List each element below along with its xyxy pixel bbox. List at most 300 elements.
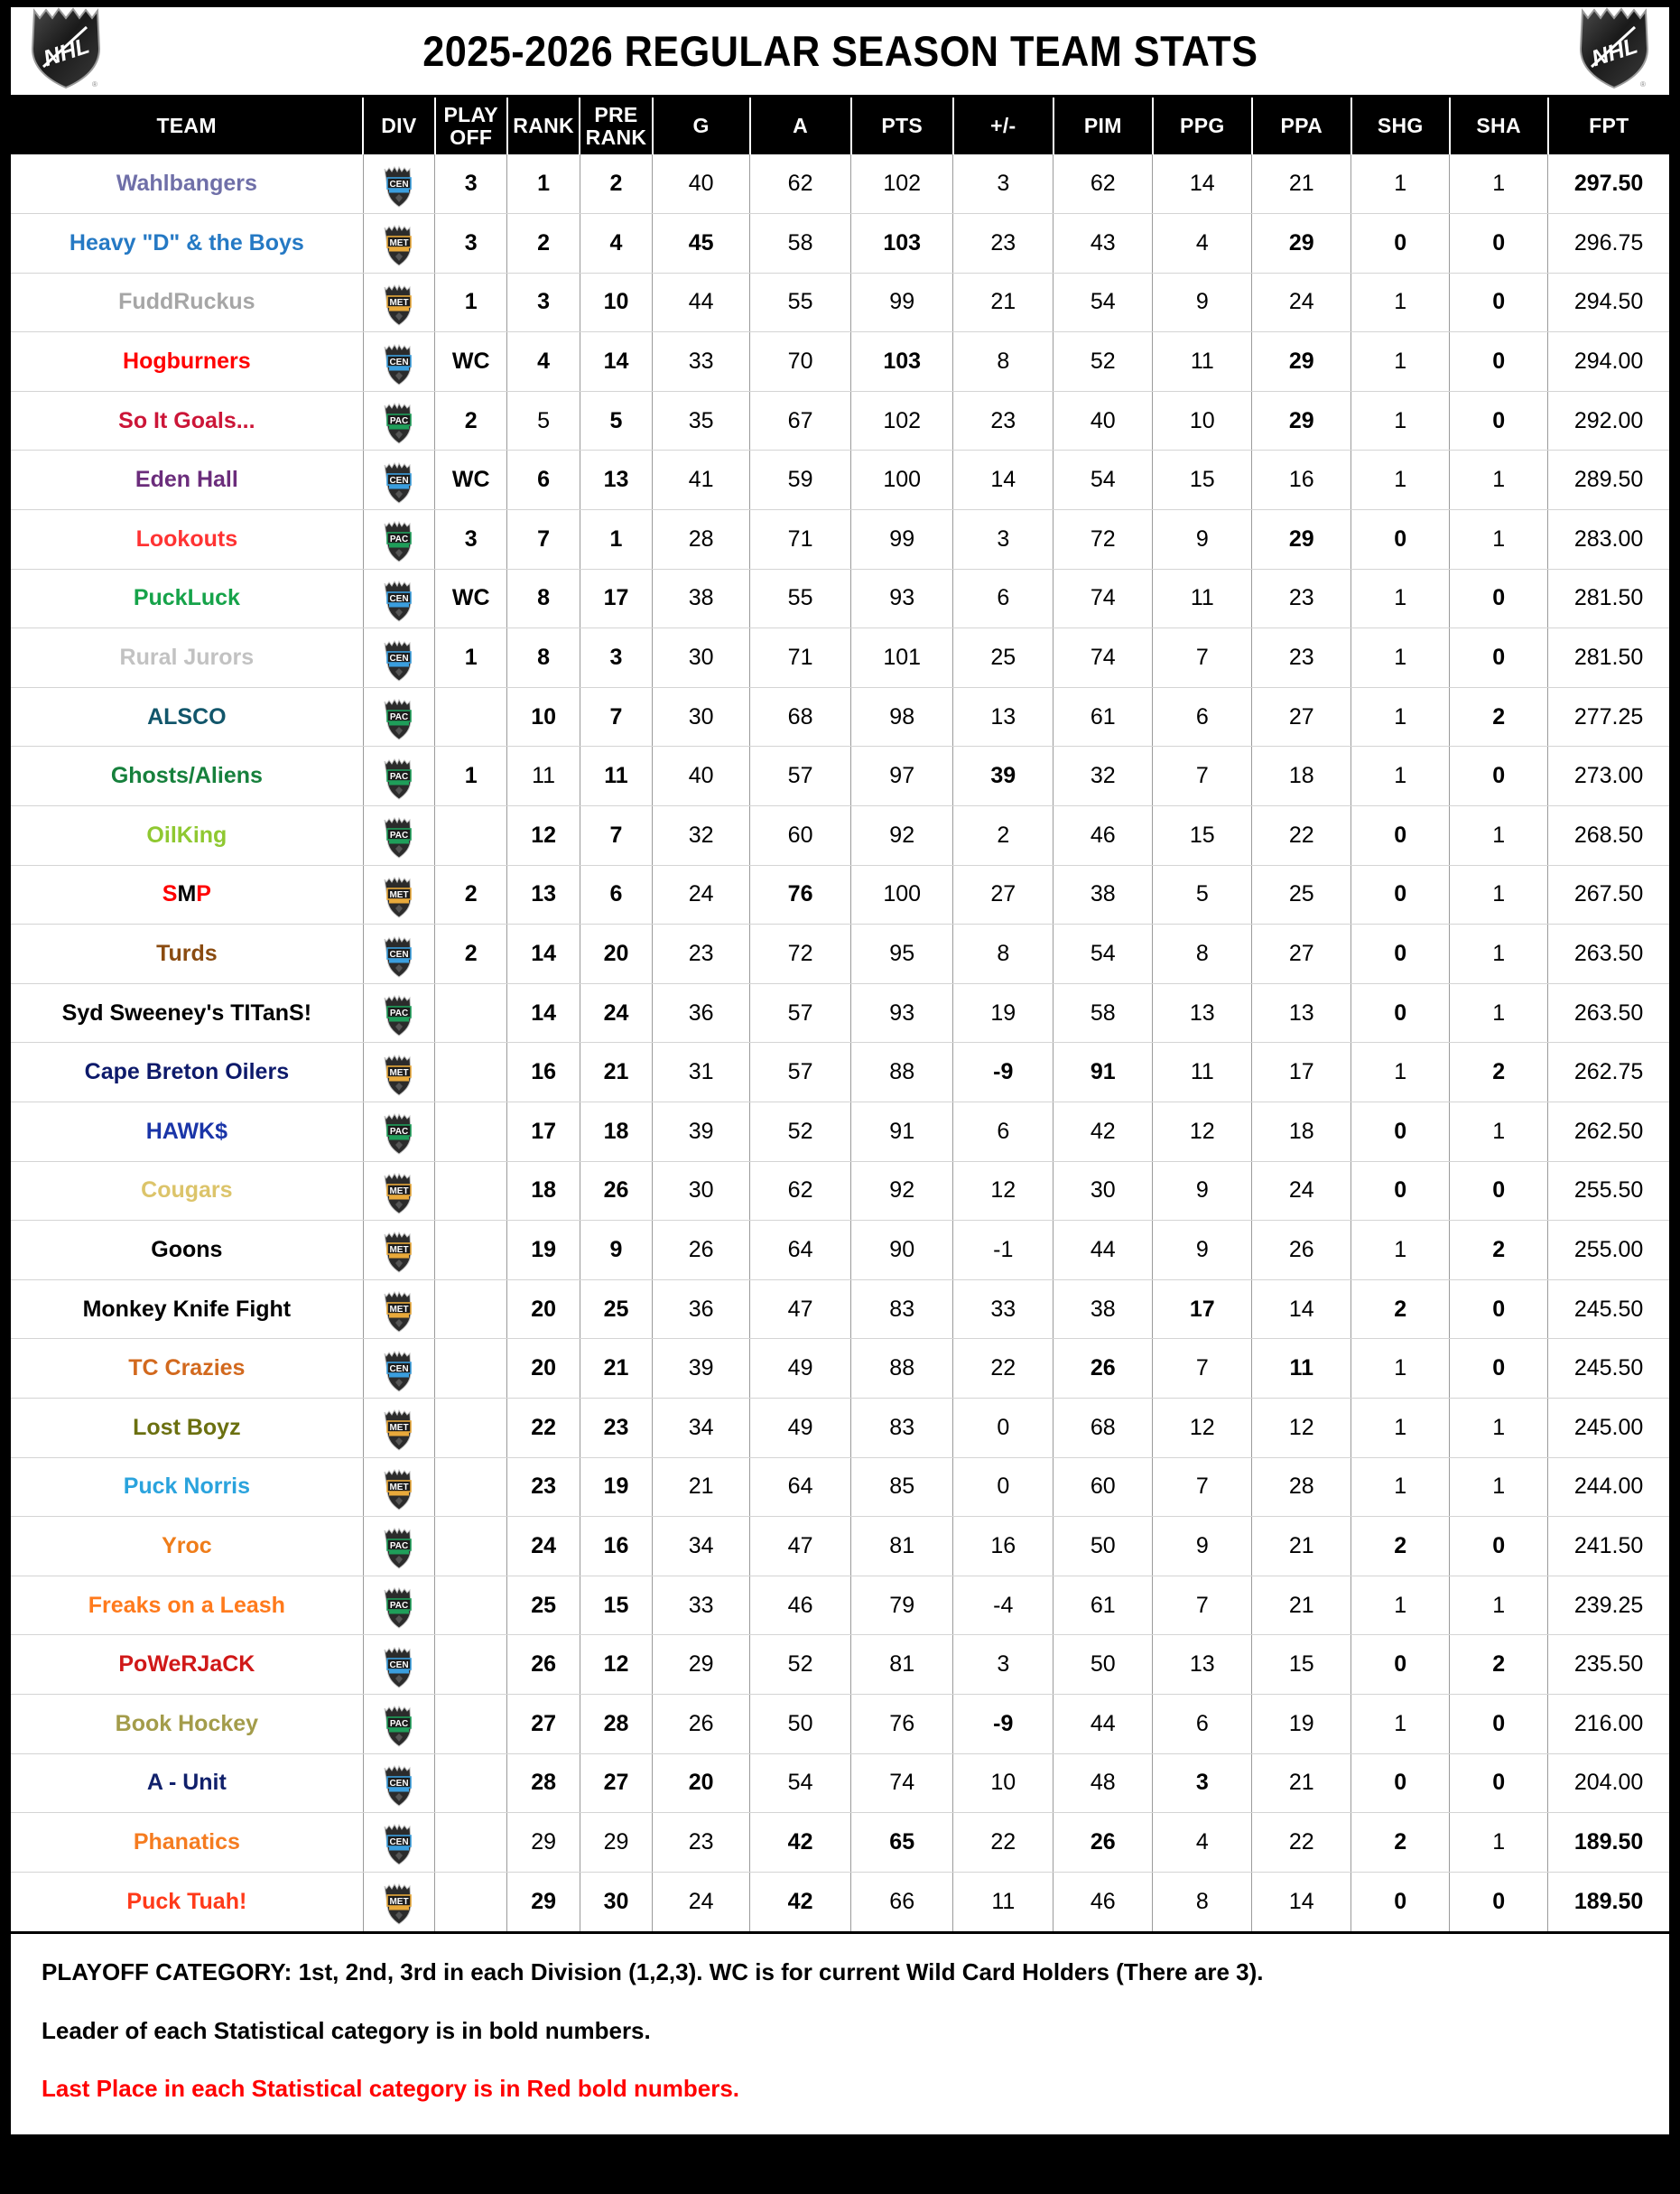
assists-cell[interactable]: 52 <box>750 1102 851 1162</box>
goals-cell[interactable]: 30 <box>653 628 750 688</box>
goals-cell[interactable]: 34 <box>653 1517 750 1576</box>
shg-cell[interactable]: 1 <box>1351 1221 1450 1280</box>
fpt-cell[interactable]: 204.00 <box>1548 1753 1669 1813</box>
shg-cell[interactable]: 1 <box>1351 1457 1450 1517</box>
pre-rank-cell[interactable]: 28 <box>580 1694 652 1753</box>
ppa-cell[interactable]: 24 <box>1252 273 1351 332</box>
points-cell[interactable]: 93 <box>851 569 953 628</box>
shg-cell[interactable]: 2 <box>1351 1517 1450 1576</box>
playoff-cell[interactable] <box>435 1043 507 1102</box>
division-cell[interactable] <box>363 747 434 806</box>
fpt-cell[interactable]: 277.25 <box>1548 687 1669 747</box>
plus-minus-cell[interactable]: 6 <box>953 1102 1053 1162</box>
column-header-pre-rank[interactable] <box>580 98 652 154</box>
rank-cell[interactable]: 16 <box>507 1043 580 1102</box>
points-cell[interactable]: 88 <box>851 1043 953 1102</box>
shg-cell[interactable]: 2 <box>1351 1279 1450 1339</box>
column-header-playoff[interactable] <box>435 98 507 154</box>
division-cell[interactable] <box>363 510 434 570</box>
shg-cell[interactable]: 0 <box>1351 1635 1450 1695</box>
sha-cell[interactable]: 0 <box>1450 747 1548 806</box>
ppg-cell[interactable]: 11 <box>1153 332 1252 392</box>
ppg-cell[interactable]: 8 <box>1153 1872 1252 1931</box>
ppg-cell[interactable]: 11 <box>1153 1043 1252 1102</box>
ppg-cell[interactable]: 12 <box>1153 1102 1252 1162</box>
goals-cell[interactable]: 40 <box>653 154 750 214</box>
pim-cell[interactable]: 62 <box>1053 154 1153 214</box>
pre-rank-cell[interactable]: 5 <box>580 391 652 451</box>
assists-cell[interactable]: 58 <box>750 214 851 274</box>
goals-cell[interactable]: 30 <box>653 1161 750 1221</box>
plus-minus-cell[interactable]: 3 <box>953 1635 1053 1695</box>
plus-minus-cell[interactable]: 39 <box>953 747 1053 806</box>
plus-minus-cell[interactable]: 16 <box>953 1517 1053 1576</box>
pim-cell[interactable]: 91 <box>1053 1043 1153 1102</box>
table-row[interactable] <box>11 1635 1669 1695</box>
points-cell[interactable]: 65 <box>851 1813 953 1873</box>
plus-minus-cell[interactable]: 33 <box>953 1279 1053 1339</box>
pim-cell[interactable]: 44 <box>1053 1221 1153 1280</box>
playoff-cell[interactable] <box>435 687 507 747</box>
playoff-cell[interactable] <box>435 1872 507 1931</box>
plus-minus-cell[interactable]: 22 <box>953 1339 1053 1399</box>
plus-minus-cell[interactable]: -1 <box>953 1221 1053 1280</box>
playoff-cell[interactable] <box>435 1279 507 1339</box>
sha-cell[interactable]: 2 <box>1450 687 1548 747</box>
plus-minus-cell[interactable]: 0 <box>953 1398 1053 1457</box>
division-cell[interactable] <box>363 1339 434 1399</box>
shg-cell[interactable]: 0 <box>1351 214 1450 274</box>
division-cell[interactable] <box>363 1694 434 1753</box>
fpt-cell[interactable]: 235.50 <box>1548 1635 1669 1695</box>
team-name-cell[interactable] <box>11 687 363 747</box>
division-cell[interactable] <box>363 451 434 510</box>
pim-cell[interactable]: 72 <box>1053 510 1153 570</box>
team-name-cell[interactable] <box>11 1043 363 1102</box>
shg-cell[interactable]: 1 <box>1351 1576 1450 1635</box>
team-name-cell[interactable] <box>11 1221 363 1280</box>
team-name-cell[interactable] <box>11 154 363 214</box>
sha-cell[interactable]: 0 <box>1450 1872 1548 1931</box>
rank-cell[interactable]: 5 <box>507 391 580 451</box>
pim-cell[interactable]: 38 <box>1053 1279 1153 1339</box>
team-name-cell[interactable] <box>11 1576 363 1635</box>
team-name-cell[interactable] <box>11 1457 363 1517</box>
assists-cell[interactable]: 57 <box>750 747 851 806</box>
pre-rank-cell[interactable]: 7 <box>580 687 652 747</box>
ppa-cell[interactable]: 14 <box>1252 1872 1351 1931</box>
division-cell[interactable] <box>363 1043 434 1102</box>
column-header-shg[interactable]: SHG <box>1351 98 1450 154</box>
division-cell[interactable] <box>363 332 434 392</box>
playoff-cell[interactable]: 3 <box>435 214 507 274</box>
shg-cell[interactable]: 0 <box>1351 1872 1450 1931</box>
rank-cell[interactable]: 20 <box>507 1339 580 1399</box>
pre-rank-cell[interactable]: 27 <box>580 1753 652 1813</box>
pre-rank-cell[interactable]: 16 <box>580 1517 652 1576</box>
playoff-cell[interactable]: WC <box>435 569 507 628</box>
division-cell[interactable] <box>363 687 434 747</box>
playoff-cell[interactable]: 3 <box>435 154 507 214</box>
pim-cell[interactable]: 74 <box>1053 628 1153 688</box>
ppg-cell[interactable]: 6 <box>1153 1694 1252 1753</box>
table-row[interactable] <box>11 1517 1669 1576</box>
playoff-cell[interactable] <box>435 1398 507 1457</box>
playoff-cell[interactable]: 3 <box>435 510 507 570</box>
points-cell[interactable]: 90 <box>851 1221 953 1280</box>
assists-cell[interactable]: 55 <box>750 273 851 332</box>
pre-rank-cell[interactable]: 2 <box>580 154 652 214</box>
shg-cell[interactable]: 1 <box>1351 747 1450 806</box>
team-name-cell[interactable] <box>11 569 363 628</box>
pim-cell[interactable]: 58 <box>1053 983 1153 1043</box>
ppa-cell[interactable]: 23 <box>1252 569 1351 628</box>
sha-cell[interactable]: 1 <box>1450 865 1548 925</box>
fpt-cell[interactable]: 281.50 <box>1548 569 1669 628</box>
goals-cell[interactable]: 45 <box>653 214 750 274</box>
goals-cell[interactable]: 40 <box>653 747 750 806</box>
rank-cell[interactable]: 10 <box>507 687 580 747</box>
column-header-pim[interactable]: PIM <box>1053 98 1153 154</box>
goals-cell[interactable]: 21 <box>653 1457 750 1517</box>
rank-cell[interactable]: 11 <box>507 747 580 806</box>
fpt-cell[interactable]: 239.25 <box>1548 1576 1669 1635</box>
sha-cell[interactable]: 1 <box>1450 1398 1548 1457</box>
shg-cell[interactable]: 0 <box>1351 1161 1450 1221</box>
goals-cell[interactable]: 36 <box>653 983 750 1043</box>
division-cell[interactable] <box>363 1398 434 1457</box>
assists-cell[interactable]: 57 <box>750 1043 851 1102</box>
goals-cell[interactable]: 24 <box>653 865 750 925</box>
points-cell[interactable]: 102 <box>851 391 953 451</box>
sha-cell[interactable]: 0 <box>1450 1694 1548 1753</box>
pre-rank-cell[interactable]: 17 <box>580 569 652 628</box>
assists-cell[interactable]: 59 <box>750 451 851 510</box>
sha-cell[interactable]: 0 <box>1450 1161 1548 1221</box>
ppa-cell[interactable]: 15 <box>1252 1635 1351 1695</box>
goals-cell[interactable]: 30 <box>653 687 750 747</box>
ppg-cell[interactable]: 9 <box>1153 273 1252 332</box>
assists-cell[interactable]: 64 <box>750 1457 851 1517</box>
pre-rank-cell[interactable]: 20 <box>580 925 652 984</box>
fpt-cell[interactable]: 245.00 <box>1548 1398 1669 1457</box>
table-row[interactable] <box>11 1339 1669 1399</box>
pre-rank-cell[interactable]: 29 <box>580 1813 652 1873</box>
rank-cell[interactable]: 23 <box>507 1457 580 1517</box>
playoff-cell[interactable]: 2 <box>435 925 507 984</box>
ppg-cell[interactable]: 15 <box>1153 806 1252 866</box>
shg-cell[interactable]: 0 <box>1351 925 1450 984</box>
ppa-cell[interactable]: 17 <box>1252 1043 1351 1102</box>
assists-cell[interactable]: 46 <box>750 1576 851 1635</box>
pre-rank-cell[interactable]: 15 <box>580 1576 652 1635</box>
ppg-cell[interactable]: 9 <box>1153 510 1252 570</box>
pre-rank-cell[interactable]: 12 <box>580 1635 652 1695</box>
pre-rank-cell[interactable]: 30 <box>580 1872 652 1931</box>
pre-rank-cell[interactable]: 3 <box>580 628 652 688</box>
plus-minus-cell[interactable]: 23 <box>953 391 1053 451</box>
goals-cell[interactable]: 20 <box>653 1753 750 1813</box>
playoff-cell[interactable]: WC <box>435 451 507 510</box>
points-cell[interactable]: 103 <box>851 214 953 274</box>
team-name-cell[interactable] <box>11 1517 363 1576</box>
fpt-cell[interactable]: 262.75 <box>1548 1043 1669 1102</box>
table-row[interactable] <box>11 391 1669 451</box>
ppa-cell[interactable]: 23 <box>1252 628 1351 688</box>
assists-cell[interactable]: 71 <box>750 510 851 570</box>
division-cell[interactable] <box>363 569 434 628</box>
ppg-cell[interactable]: 9 <box>1153 1517 1252 1576</box>
shg-cell[interactable]: 1 <box>1351 1339 1450 1399</box>
rank-cell[interactable]: 4 <box>507 332 580 392</box>
rank-cell[interactable]: 3 <box>507 273 580 332</box>
points-cell[interactable]: 74 <box>851 1753 953 1813</box>
sha-cell[interactable]: 1 <box>1450 1813 1548 1873</box>
assists-cell[interactable]: 50 <box>750 1694 851 1753</box>
ppa-cell[interactable]: 18 <box>1252 1102 1351 1162</box>
goals-cell[interactable]: 39 <box>653 1339 750 1399</box>
shg-cell[interactable]: 1 <box>1351 1043 1450 1102</box>
points-cell[interactable]: 97 <box>851 747 953 806</box>
assists-cell[interactable]: 47 <box>750 1517 851 1576</box>
table-row[interactable] <box>11 1221 1669 1280</box>
fpt-cell[interactable]: 294.50 <box>1548 273 1669 332</box>
goals-cell[interactable]: 34 <box>653 1398 750 1457</box>
pre-rank-cell[interactable]: 21 <box>580 1043 652 1102</box>
points-cell[interactable]: 83 <box>851 1398 953 1457</box>
plus-minus-cell[interactable]: 0 <box>953 1457 1053 1517</box>
assists-cell[interactable]: 68 <box>750 687 851 747</box>
plus-minus-cell[interactable]: 2 <box>953 806 1053 866</box>
ppg-cell[interactable]: 12 <box>1153 1398 1252 1457</box>
fpt-cell[interactable]: 292.00 <box>1548 391 1669 451</box>
ppa-cell[interactable]: 12 <box>1252 1398 1351 1457</box>
ppg-cell[interactable]: 7 <box>1153 1339 1252 1399</box>
pre-rank-cell[interactable]: 13 <box>580 451 652 510</box>
playoff-cell[interactable] <box>435 1813 507 1873</box>
rank-cell[interactable]: 22 <box>507 1398 580 1457</box>
table-row[interactable] <box>11 1043 1669 1102</box>
pim-cell[interactable]: 32 <box>1053 747 1153 806</box>
ppa-cell[interactable]: 27 <box>1252 687 1351 747</box>
sha-cell[interactable]: 1 <box>1450 1576 1548 1635</box>
shg-cell[interactable]: 0 <box>1351 1102 1450 1162</box>
table-row[interactable] <box>11 806 1669 866</box>
table-row[interactable] <box>11 569 1669 628</box>
fpt-cell[interactable]: 289.50 <box>1548 451 1669 510</box>
team-name-cell[interactable] <box>11 451 363 510</box>
rank-cell[interactable]: 29 <box>507 1872 580 1931</box>
rank-cell[interactable]: 19 <box>507 1221 580 1280</box>
pre-rank-cell[interactable]: 23 <box>580 1398 652 1457</box>
playoff-cell[interactable] <box>435 1753 507 1813</box>
sha-cell[interactable]: 0 <box>1450 1753 1548 1813</box>
table-row[interactable] <box>11 687 1669 747</box>
goals-cell[interactable]: 33 <box>653 1576 750 1635</box>
rank-cell[interactable]: 12 <box>507 806 580 866</box>
goals-cell[interactable]: 24 <box>653 1872 750 1931</box>
playoff-cell[interactable]: 2 <box>435 391 507 451</box>
ppg-cell[interactable]: 15 <box>1153 451 1252 510</box>
column-header-plusminus[interactable]: +/- <box>953 98 1053 154</box>
fpt-cell[interactable]: 245.50 <box>1548 1339 1669 1399</box>
fpt-cell[interactable]: 241.50 <box>1548 1517 1669 1576</box>
playoff-cell[interactable] <box>435 1221 507 1280</box>
sha-cell[interactable]: 1 <box>1450 1457 1548 1517</box>
division-cell[interactable] <box>363 1753 434 1813</box>
pre-rank-cell[interactable]: 1 <box>580 510 652 570</box>
table-row[interactable] <box>11 865 1669 925</box>
pim-cell[interactable]: 48 <box>1053 1753 1153 1813</box>
table-row[interactable] <box>11 1457 1669 1517</box>
goals-cell[interactable]: 23 <box>653 925 750 984</box>
table-row[interactable] <box>11 451 1669 510</box>
playoff-cell[interactable]: 2 <box>435 865 507 925</box>
rank-cell[interactable]: 24 <box>507 1517 580 1576</box>
fpt-cell[interactable]: 189.50 <box>1548 1813 1669 1873</box>
points-cell[interactable]: 79 <box>851 1576 953 1635</box>
points-cell[interactable]: 92 <box>851 806 953 866</box>
rank-cell[interactable]: 8 <box>507 569 580 628</box>
table-row[interactable] <box>11 1102 1669 1162</box>
pre-rank-cell[interactable]: 18 <box>580 1102 652 1162</box>
shg-cell[interactable]: 1 <box>1351 332 1450 392</box>
pim-cell[interactable]: 46 <box>1053 1872 1153 1931</box>
plus-minus-cell[interactable]: 27 <box>953 865 1053 925</box>
ppg-cell[interactable]: 7 <box>1153 628 1252 688</box>
pre-rank-cell[interactable]: 6 <box>580 865 652 925</box>
ppg-cell[interactable]: 10 <box>1153 391 1252 451</box>
pre-rank-cell[interactable]: 24 <box>580 983 652 1043</box>
assists-cell[interactable]: 42 <box>750 1872 851 1931</box>
points-cell[interactable]: 85 <box>851 1457 953 1517</box>
goals-cell[interactable]: 32 <box>653 806 750 866</box>
goals-cell[interactable]: 39 <box>653 1102 750 1162</box>
division-cell[interactable] <box>363 1102 434 1162</box>
assists-cell[interactable]: 64 <box>750 1221 851 1280</box>
rank-cell[interactable]: 29 <box>507 1813 580 1873</box>
assists-cell[interactable]: 70 <box>750 332 851 392</box>
shg-cell[interactable]: 0 <box>1351 1753 1450 1813</box>
ppa-cell[interactable]: 22 <box>1252 1813 1351 1873</box>
pim-cell[interactable]: 50 <box>1053 1517 1153 1576</box>
plus-minus-cell[interactable]: -9 <box>953 1694 1053 1753</box>
goals-cell[interactable]: 29 <box>653 1635 750 1695</box>
playoff-cell[interactable]: 1 <box>435 628 507 688</box>
table-row[interactable] <box>11 1398 1669 1457</box>
shg-cell[interactable]: 0 <box>1351 983 1450 1043</box>
points-cell[interactable]: 99 <box>851 273 953 332</box>
playoff-cell[interactable] <box>435 1576 507 1635</box>
sha-cell[interactable]: 0 <box>1450 1279 1548 1339</box>
points-cell[interactable]: 103 <box>851 332 953 392</box>
division-cell[interactable] <box>363 154 434 214</box>
playoff-cell[interactable] <box>435 983 507 1043</box>
ppg-cell[interactable]: 4 <box>1153 1813 1252 1873</box>
pim-cell[interactable]: 38 <box>1053 865 1153 925</box>
pim-cell[interactable]: 54 <box>1053 451 1153 510</box>
pim-cell[interactable]: 46 <box>1053 806 1153 866</box>
goals-cell[interactable]: 28 <box>653 510 750 570</box>
goals-cell[interactable]: 33 <box>653 332 750 392</box>
ppa-cell[interactable]: 21 <box>1252 1517 1351 1576</box>
team-name-cell[interactable] <box>11 1398 363 1457</box>
points-cell[interactable]: 100 <box>851 865 953 925</box>
plus-minus-cell[interactable]: 19 <box>953 983 1053 1043</box>
plus-minus-cell[interactable]: 21 <box>953 273 1053 332</box>
points-cell[interactable]: 99 <box>851 510 953 570</box>
column-header-ppg[interactable]: PPG <box>1153 98 1252 154</box>
pim-cell[interactable]: 26 <box>1053 1813 1153 1873</box>
playoff-cell[interactable] <box>435 1517 507 1576</box>
sha-cell[interactable]: 0 <box>1450 273 1548 332</box>
sha-cell[interactable]: 2 <box>1450 1635 1548 1695</box>
ppg-cell[interactable]: 7 <box>1153 1457 1252 1517</box>
plus-minus-cell[interactable]: 3 <box>953 510 1053 570</box>
ppg-cell[interactable]: 9 <box>1153 1221 1252 1280</box>
pre-rank-cell[interactable]: 7 <box>580 806 652 866</box>
assists-cell[interactable]: 52 <box>750 1635 851 1695</box>
plus-minus-cell[interactable]: 23 <box>953 214 1053 274</box>
points-cell[interactable]: 66 <box>851 1872 953 1931</box>
ppg-cell[interactable]: 9 <box>1153 1161 1252 1221</box>
points-cell[interactable]: 88 <box>851 1339 953 1399</box>
plus-minus-cell[interactable]: 11 <box>953 1872 1053 1931</box>
column-header-ppa[interactable]: PPA <box>1252 98 1351 154</box>
fpt-cell[interactable]: 255.00 <box>1548 1221 1669 1280</box>
fpt-cell[interactable]: 255.50 <box>1548 1161 1669 1221</box>
plus-minus-cell[interactable]: 12 <box>953 1161 1053 1221</box>
rank-cell[interactable]: 13 <box>507 865 580 925</box>
division-cell[interactable] <box>363 865 434 925</box>
playoff-cell[interactable] <box>435 1694 507 1753</box>
pre-rank-cell[interactable]: 10 <box>580 273 652 332</box>
pim-cell[interactable]: 54 <box>1053 273 1153 332</box>
points-cell[interactable]: 102 <box>851 154 953 214</box>
pre-rank-cell[interactable]: 9 <box>580 1221 652 1280</box>
assists-cell[interactable]: 76 <box>750 865 851 925</box>
fpt-cell[interactable]: 268.50 <box>1548 806 1669 866</box>
pim-cell[interactable]: 52 <box>1053 332 1153 392</box>
rank-cell[interactable]: 1 <box>507 154 580 214</box>
division-cell[interactable] <box>363 1221 434 1280</box>
table-row[interactable] <box>11 1576 1669 1635</box>
team-name-cell[interactable] <box>11 865 363 925</box>
goals-cell[interactable]: 36 <box>653 1279 750 1339</box>
rank-cell[interactable]: 14 <box>507 925 580 984</box>
pim-cell[interactable]: 43 <box>1053 214 1153 274</box>
assists-cell[interactable]: 54 <box>750 1753 851 1813</box>
team-name-cell[interactable] <box>11 391 363 451</box>
rank-cell[interactable]: 7 <box>507 510 580 570</box>
assists-cell[interactable]: 72 <box>750 925 851 984</box>
sha-cell[interactable]: 0 <box>1450 1339 1548 1399</box>
team-name-cell[interactable] <box>11 332 363 392</box>
division-cell[interactable] <box>363 806 434 866</box>
ppg-cell[interactable]: 5 <box>1153 865 1252 925</box>
fpt-cell[interactable]: 297.50 <box>1548 154 1669 214</box>
fpt-cell[interactable]: 189.50 <box>1548 1872 1669 1931</box>
playoff-cell[interactable] <box>435 1339 507 1399</box>
division-cell[interactable] <box>363 1279 434 1339</box>
team-name-cell[interactable] <box>11 273 363 332</box>
assists-cell[interactable]: 49 <box>750 1398 851 1457</box>
team-name-cell[interactable] <box>11 628 363 688</box>
division-cell[interactable] <box>363 1457 434 1517</box>
ppg-cell[interactable]: 7 <box>1153 747 1252 806</box>
points-cell[interactable]: 98 <box>851 687 953 747</box>
rank-cell[interactable]: 26 <box>507 1635 580 1695</box>
